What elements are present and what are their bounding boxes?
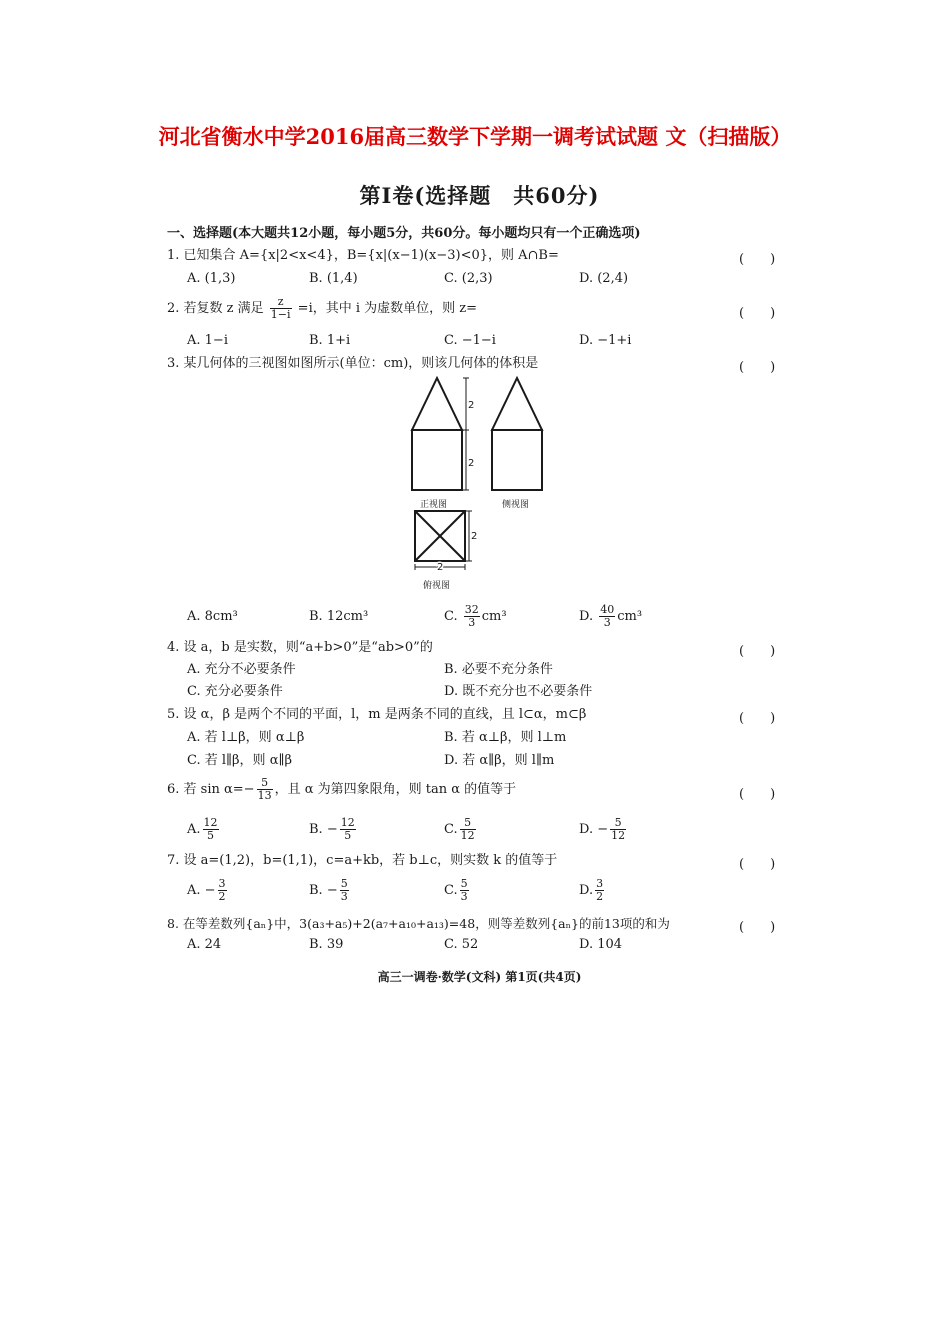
q4-option-d: D. 既不充分也不必要条件	[444, 684, 593, 699]
q7-option-c	[444, 874, 471, 908]
q5-option-d: D. 若 α∥β，则 l∥m	[444, 753, 555, 768]
q7-d-label: D.	[579, 883, 594, 898]
q6-stem-pre: 6. 若 sin α=−	[167, 782, 255, 797]
q6-b-fraction	[340, 817, 356, 842]
front-view-dimension	[463, 378, 469, 490]
q2-option-d: D. −1+i	[579, 333, 632, 348]
q7-b-num: 5	[340, 877, 348, 890]
q2-frac-num: z	[270, 296, 292, 309]
q7-d-num: 3	[596, 877, 604, 890]
q6-frac-den: 13	[257, 789, 272, 802]
q6-b-den: 5	[344, 829, 352, 842]
page-title: 河北省衡水中学2016届高三数学下学期一调考试试题 文（扫描版）	[158, 124, 792, 149]
q7-b-den: 3	[340, 890, 348, 903]
q6-d-num: 5	[610, 817, 626, 830]
q2-stem	[167, 294, 477, 324]
q6-stem	[167, 774, 516, 806]
q7-option-b	[309, 874, 351, 908]
q3-option-c-label: C.	[444, 609, 458, 624]
q3-option-a: A. 8cm³	[187, 609, 238, 624]
dim-label-bottom: 2	[468, 458, 475, 469]
q4-answer-paren: ( )	[739, 644, 776, 659]
q6-a-fraction	[203, 817, 219, 842]
q7-a-label: A. −	[187, 883, 216, 898]
q5-option-b: B. 若 α⊥β，则 l⊥m	[444, 730, 567, 745]
q3-d-num: 40	[600, 603, 615, 616]
q3-option-c	[444, 600, 507, 634]
q6-a-num: 12	[203, 816, 218, 829]
q7-a-num: 3	[218, 877, 226, 890]
q5-answer-paren: ( )	[739, 711, 776, 726]
q6-c-label: C.	[444, 822, 458, 837]
q6-c-den: 12	[460, 829, 475, 842]
section-title: 第Ⅰ卷(选择题 共60分)	[359, 183, 600, 208]
q1-option-d: D. (2,4)	[579, 271, 629, 286]
top-view-diagram	[407, 507, 487, 597]
q3-d-unit: cm³	[617, 609, 643, 624]
top-dim-right: 2	[471, 531, 478, 542]
q8-option-a: A. 24	[187, 937, 222, 952]
q4-stem: 4. 设 a，b 是实数，则“a+b>0”是“ab>0”的	[167, 640, 433, 655]
q6-option-a	[187, 813, 221, 847]
q3-c-den: 3	[468, 616, 476, 629]
q7-a-fraction	[218, 878, 227, 903]
q6-option-b	[309, 813, 358, 847]
q5-option-c: C. 若 l∥β，则 α∥β	[187, 753, 292, 768]
q2-answer-paren: ( )	[739, 306, 776, 321]
q8-option-b: B. 39	[309, 937, 344, 952]
q6-a-den: 5	[207, 829, 215, 842]
q2-stem-pre: 2. 若复数 z 满足	[167, 301, 264, 316]
q3-option-b: B. 12cm³	[309, 609, 369, 624]
q3-option-d-fraction	[599, 604, 615, 629]
q1-answer-paren: ( )	[739, 252, 776, 267]
front-view-label: 正视图	[420, 500, 448, 510]
q3-option-c-fraction	[464, 604, 480, 629]
q6-a-label: A.	[187, 822, 201, 837]
q6-frac-num: 5	[257, 777, 273, 790]
q7-answer-paren: ( )	[739, 857, 776, 872]
q8-stem: 8. 在等差数列{aₙ}中，3(a₃+a₅)+2(a₇+a₁₀+a₁₃)=48，则等差数列{aₙ}的前13项的和为	[167, 916, 670, 931]
q3-option-d-label: D.	[579, 609, 594, 624]
q6-answer-paren: ( )	[739, 787, 776, 802]
q1-option-b: B. (1,4)	[309, 271, 358, 286]
q3-c-num: 32	[464, 603, 479, 616]
q7-c-num: 5	[460, 877, 468, 890]
front-view	[412, 378, 462, 490]
q2-stem-post: =i，其中 i 为虚数单位，则 z=	[297, 301, 478, 316]
q6-d-fraction	[610, 817, 626, 842]
q6-b-label: B. −	[309, 822, 338, 837]
q7-c-fraction	[460, 878, 469, 903]
q3-d-den: 3	[603, 616, 611, 629]
q2-option-b: B. 1+i	[309, 333, 351, 348]
q6-b-num: 12	[340, 816, 355, 829]
q1-option-c: C. (2,3)	[444, 271, 493, 286]
q1-option-a: A. (1,3)	[187, 271, 236, 286]
q7-c-label: C.	[444, 883, 458, 898]
q2-option-a: A. 1−i	[187, 333, 228, 348]
q6-option-d	[579, 813, 628, 847]
q7-d-fraction	[595, 878, 604, 903]
q6-option-c	[444, 813, 478, 847]
q5-stem: 5. 设 α，β 是两个不同的平面，l，m 是两条不同的直线，且 l⊂α，m⊂β	[167, 707, 587, 722]
q1-stem: 1. 已知集合 A={x|2<x<4}，B={x|(x−1)(x−3)<0}，则 A∩B=	[167, 248, 559, 263]
q6-d-label: D. −	[579, 822, 609, 837]
dim-label-top: 2	[468, 400, 475, 411]
q4-option-c: C. 充分必要条件	[187, 684, 283, 699]
side-view-label: 侧视图	[502, 500, 530, 510]
page-footer: 高三一调卷·数学(文科) 第1页(共4页)	[377, 970, 582, 984]
instructions: 一、选择题(本大题共12小题，每小题5分，共60分。每小题均只有一个正确选项)	[167, 226, 641, 241]
q2-option-c: C. −1−i	[444, 333, 496, 348]
q8-answer-paren: ( )	[739, 920, 776, 935]
q7-option-a	[187, 874, 229, 908]
q4-option-b: B. 必要不充分条件	[444, 662, 553, 677]
q7-option-d	[579, 874, 606, 908]
q2-frac-den: 1−i	[270, 308, 291, 321]
q7-a-den: 2	[218, 890, 226, 903]
q6-c-fraction	[460, 817, 476, 842]
q4-option-a: A. 充分不必要条件	[187, 662, 296, 677]
q7-b-label: B. −	[309, 883, 338, 898]
side-view	[492, 378, 542, 490]
q7-stem: 7. 设 a=(1,2)，b=(1,1)，c=a+kb，若 b⊥c，则实数 k 的值等于	[167, 853, 558, 868]
top-dim-bottom: 2	[437, 562, 444, 573]
q6-stem-post: ，且 α 为第四象限角，则 tan α 的值等于	[274, 782, 517, 797]
q3-option-d	[579, 600, 642, 634]
q6-d-den: 12	[611, 829, 626, 842]
q3-answer-paren: ( )	[739, 360, 776, 375]
q7-c-den: 3	[460, 890, 468, 903]
top-view-label: 俯视图	[423, 581, 451, 591]
q3-stem: 3. 某几何体的三视图如图所示(单位：cm)，则该几何体的体积是	[167, 356, 539, 371]
q6-stem-fraction	[257, 777, 273, 802]
q8-option-d: D. 104	[579, 937, 623, 952]
exam-scan	[167, 180, 792, 984]
q5-option-a: A. 若 l⊥β，则 α⊥β	[187, 730, 305, 745]
q8-option-c: C. 52	[444, 937, 479, 952]
q6-c-num: 5	[460, 817, 476, 830]
q2-fraction	[270, 296, 292, 321]
q7-b-fraction	[340, 878, 349, 903]
q7-d-den: 2	[596, 890, 604, 903]
q3-c-unit: cm³	[481, 609, 507, 624]
